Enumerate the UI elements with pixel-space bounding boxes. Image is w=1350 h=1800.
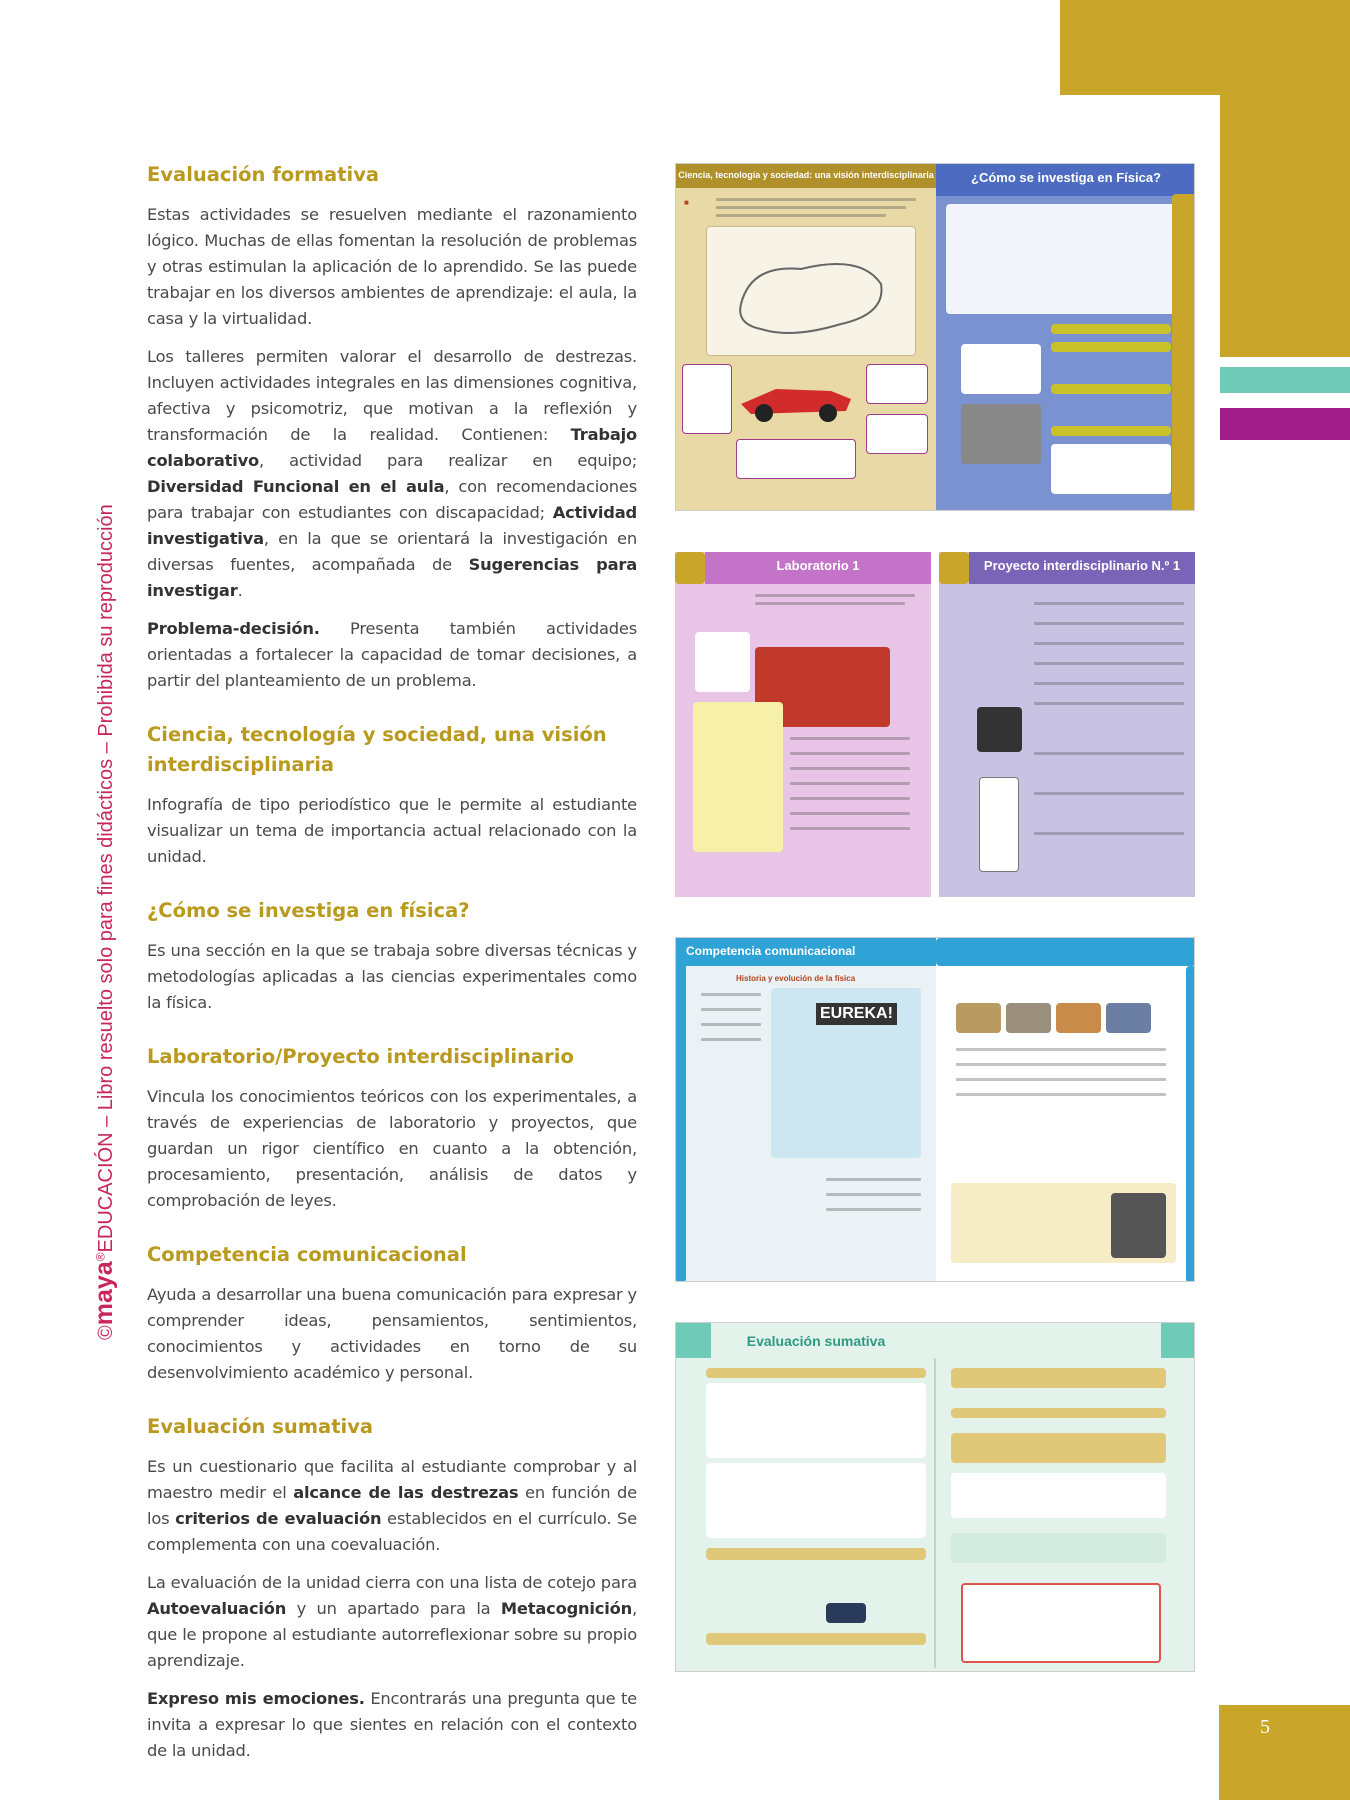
thumb-page-left: [675, 552, 931, 897]
thumb-title: Evaluación sumativa: [746, 1333, 886, 1349]
thumb-page-right: [936, 938, 1195, 1281]
copyright-text: EDUCACIÓN – Libro resuelto solo para fines didácticos – Prohibida su reproducción: [95, 504, 117, 1253]
paragraph: Vincula los conocimientos teóricos con los experimentales, a través de experiencias de laboratorio y proyectos, que guardan un rigor científico en cuanto a la obtención, procesamiento, presentación, análisis de datos y comprobación de leyes.: [147, 1087, 637, 1210]
eureka-word: EUREKA!: [816, 1003, 897, 1025]
paragraph: Problema-decisión. Presenta también actividades orientadas a fortalecer la capacidad de tomar decisiones, a partir del planteamiento de un problema.: [147, 619, 637, 690]
registered-mark: ®: [93, 1252, 108, 1262]
section-laboratorio: [147, 1042, 637, 1214]
section-ciencia-tecnologia: [147, 720, 637, 870]
clouds-photo: [961, 404, 1041, 464]
night-photo: [826, 1603, 866, 1623]
scientists-illustration: [695, 632, 750, 692]
thumb-page-right: [939, 552, 1195, 897]
section-title: Evaluación sumativa: [147, 1415, 374, 1438]
teal-stripe: [1220, 367, 1350, 393]
section-title: Competencia comunicacional: [147, 1243, 467, 1266]
paragraph: Es una sección en la que se trabaja sobre diversas técnicas y metodologías aplicadas a las ciencias experimentales como la física.: [147, 941, 637, 1012]
copyright-symbol: ©: [95, 1325, 117, 1340]
qr-code-icon: [977, 707, 1022, 752]
thumb-title: Proyecto interdisciplinario N.º 1: [983, 558, 1181, 573]
thumb-title: Laboratorio 1: [776, 558, 860, 573]
race-track-illustration: [731, 244, 891, 344]
autoevaluacion-table: [961, 1583, 1161, 1663]
thumb-page-left: [676, 164, 936, 510]
thumbnail-competencia: [675, 937, 1195, 1282]
section-title: Laboratorio/Proyecto interdisciplinario: [147, 1045, 574, 1068]
thumbnail-laboratorio-proyecto: [675, 552, 1195, 897]
thumb-title: Competencia comunicacional: [686, 944, 856, 958]
phone-screenshot: [979, 777, 1019, 872]
race-car-illustration: [736, 369, 856, 424]
thumb-subtitle: Historia y evolución de la física: [736, 974, 856, 983]
section-evaluacion-formativa: [147, 160, 637, 694]
einstein-photo: [1111, 1193, 1166, 1258]
text-column: [147, 160, 637, 1776]
thumbnail-ciencia-investiga: [675, 163, 1195, 511]
paragraph: Expreso mis emociones. Encontrarás una pregunta que te invita a expresar lo que sientes en relación con el contexto de la unidad.: [147, 1689, 637, 1760]
copyright-sidebar: [90, 504, 119, 1340]
thumb-page-right: [936, 164, 1195, 510]
thumb-subtitle-icon: ■: [684, 198, 689, 207]
paragraph: Infografía de tipo periodístico que le permite al estudiante visualizar un tema de importancia actual relacionado con la unidad.: [147, 795, 637, 866]
section-evaluacion-sumativa: [147, 1412, 637, 1764]
paragraph: Ayuda a desarrollar una buena comunicación para expresar y comprender ideas, pensamientos, sentimientos, conocimientos y actividades en torno de su desenvolvimiento académico y personal.: [147, 1285, 637, 1382]
paragraph: Los talleres permiten valorar el desarrollo de destrezas. Incluyen actividades integrales en las dimensiones cognitiva, afectiva y psicomotriz, que motivan a la reflexión y transformación de la realidad. Contienen: Trabajo colaborativo, actividad para realizar en equipo; Diversidad Funcional en el aula, con recomendaciones para trabajar con estudiantes con discapacidad; Actividad investigativa, en la que se orientará la investigación en diversas fuentes, acompañada de Sugerencias para investigar.: [147, 347, 637, 600]
magenta-stripe: [1220, 408, 1350, 440]
thumb-title: ¿Cómo se investiga en Física?: [971, 170, 1161, 185]
paragraph: Estas actividades se resuelven mediante el razonamiento lógico. Muchas de ellas fomentan la resolución de problemas y otras estimulan la aplicación de lo aprendido. Se las puede trabajar en los diversos ambientes de aprendizaje: el aula, la casa y la virtualidad.: [147, 205, 637, 328]
thumb-page-left: [676, 938, 936, 1281]
section-competencia: [147, 1240, 637, 1386]
thumb-title: Ciencia, tecnología y sociedad: una visión interdisciplinaria: [678, 170, 934, 180]
corner-block-top: [1060, 0, 1350, 95]
paragraph: Es un cuestionario que facilita al estudiante comprobar y al maestro medir el alcance de las destrezas en función de los criterios de evaluación establecidos en el currículo. Se complementa con una coevaluación.: [147, 1457, 637, 1554]
section-title: Evaluación formativa: [147, 163, 380, 186]
page-number: 5: [1260, 1716, 1270, 1738]
section-title: Ciencia, tecnología y sociedad, una visión interdisciplinaria: [147, 723, 607, 776]
brand-logo-text: maya: [90, 1261, 118, 1326]
section-como-se-investiga: [147, 896, 637, 1016]
pyramids-photo: [956, 1003, 1001, 1033]
thumbnail-evaluacion-sumativa: [675, 1322, 1195, 1672]
section-title: ¿Cómo se investiga en física?: [147, 899, 470, 922]
corner-block-right: [1220, 95, 1350, 357]
paragraph: La evaluación de la unidad cierra con una lista de cotejo para Autoevaluación y un apartado para la Metacognición, que le propone al estudiante autorreflexionar sobre su propio aprendizaje.: [147, 1573, 637, 1670]
page-number-block: [1219, 1705, 1350, 1800]
